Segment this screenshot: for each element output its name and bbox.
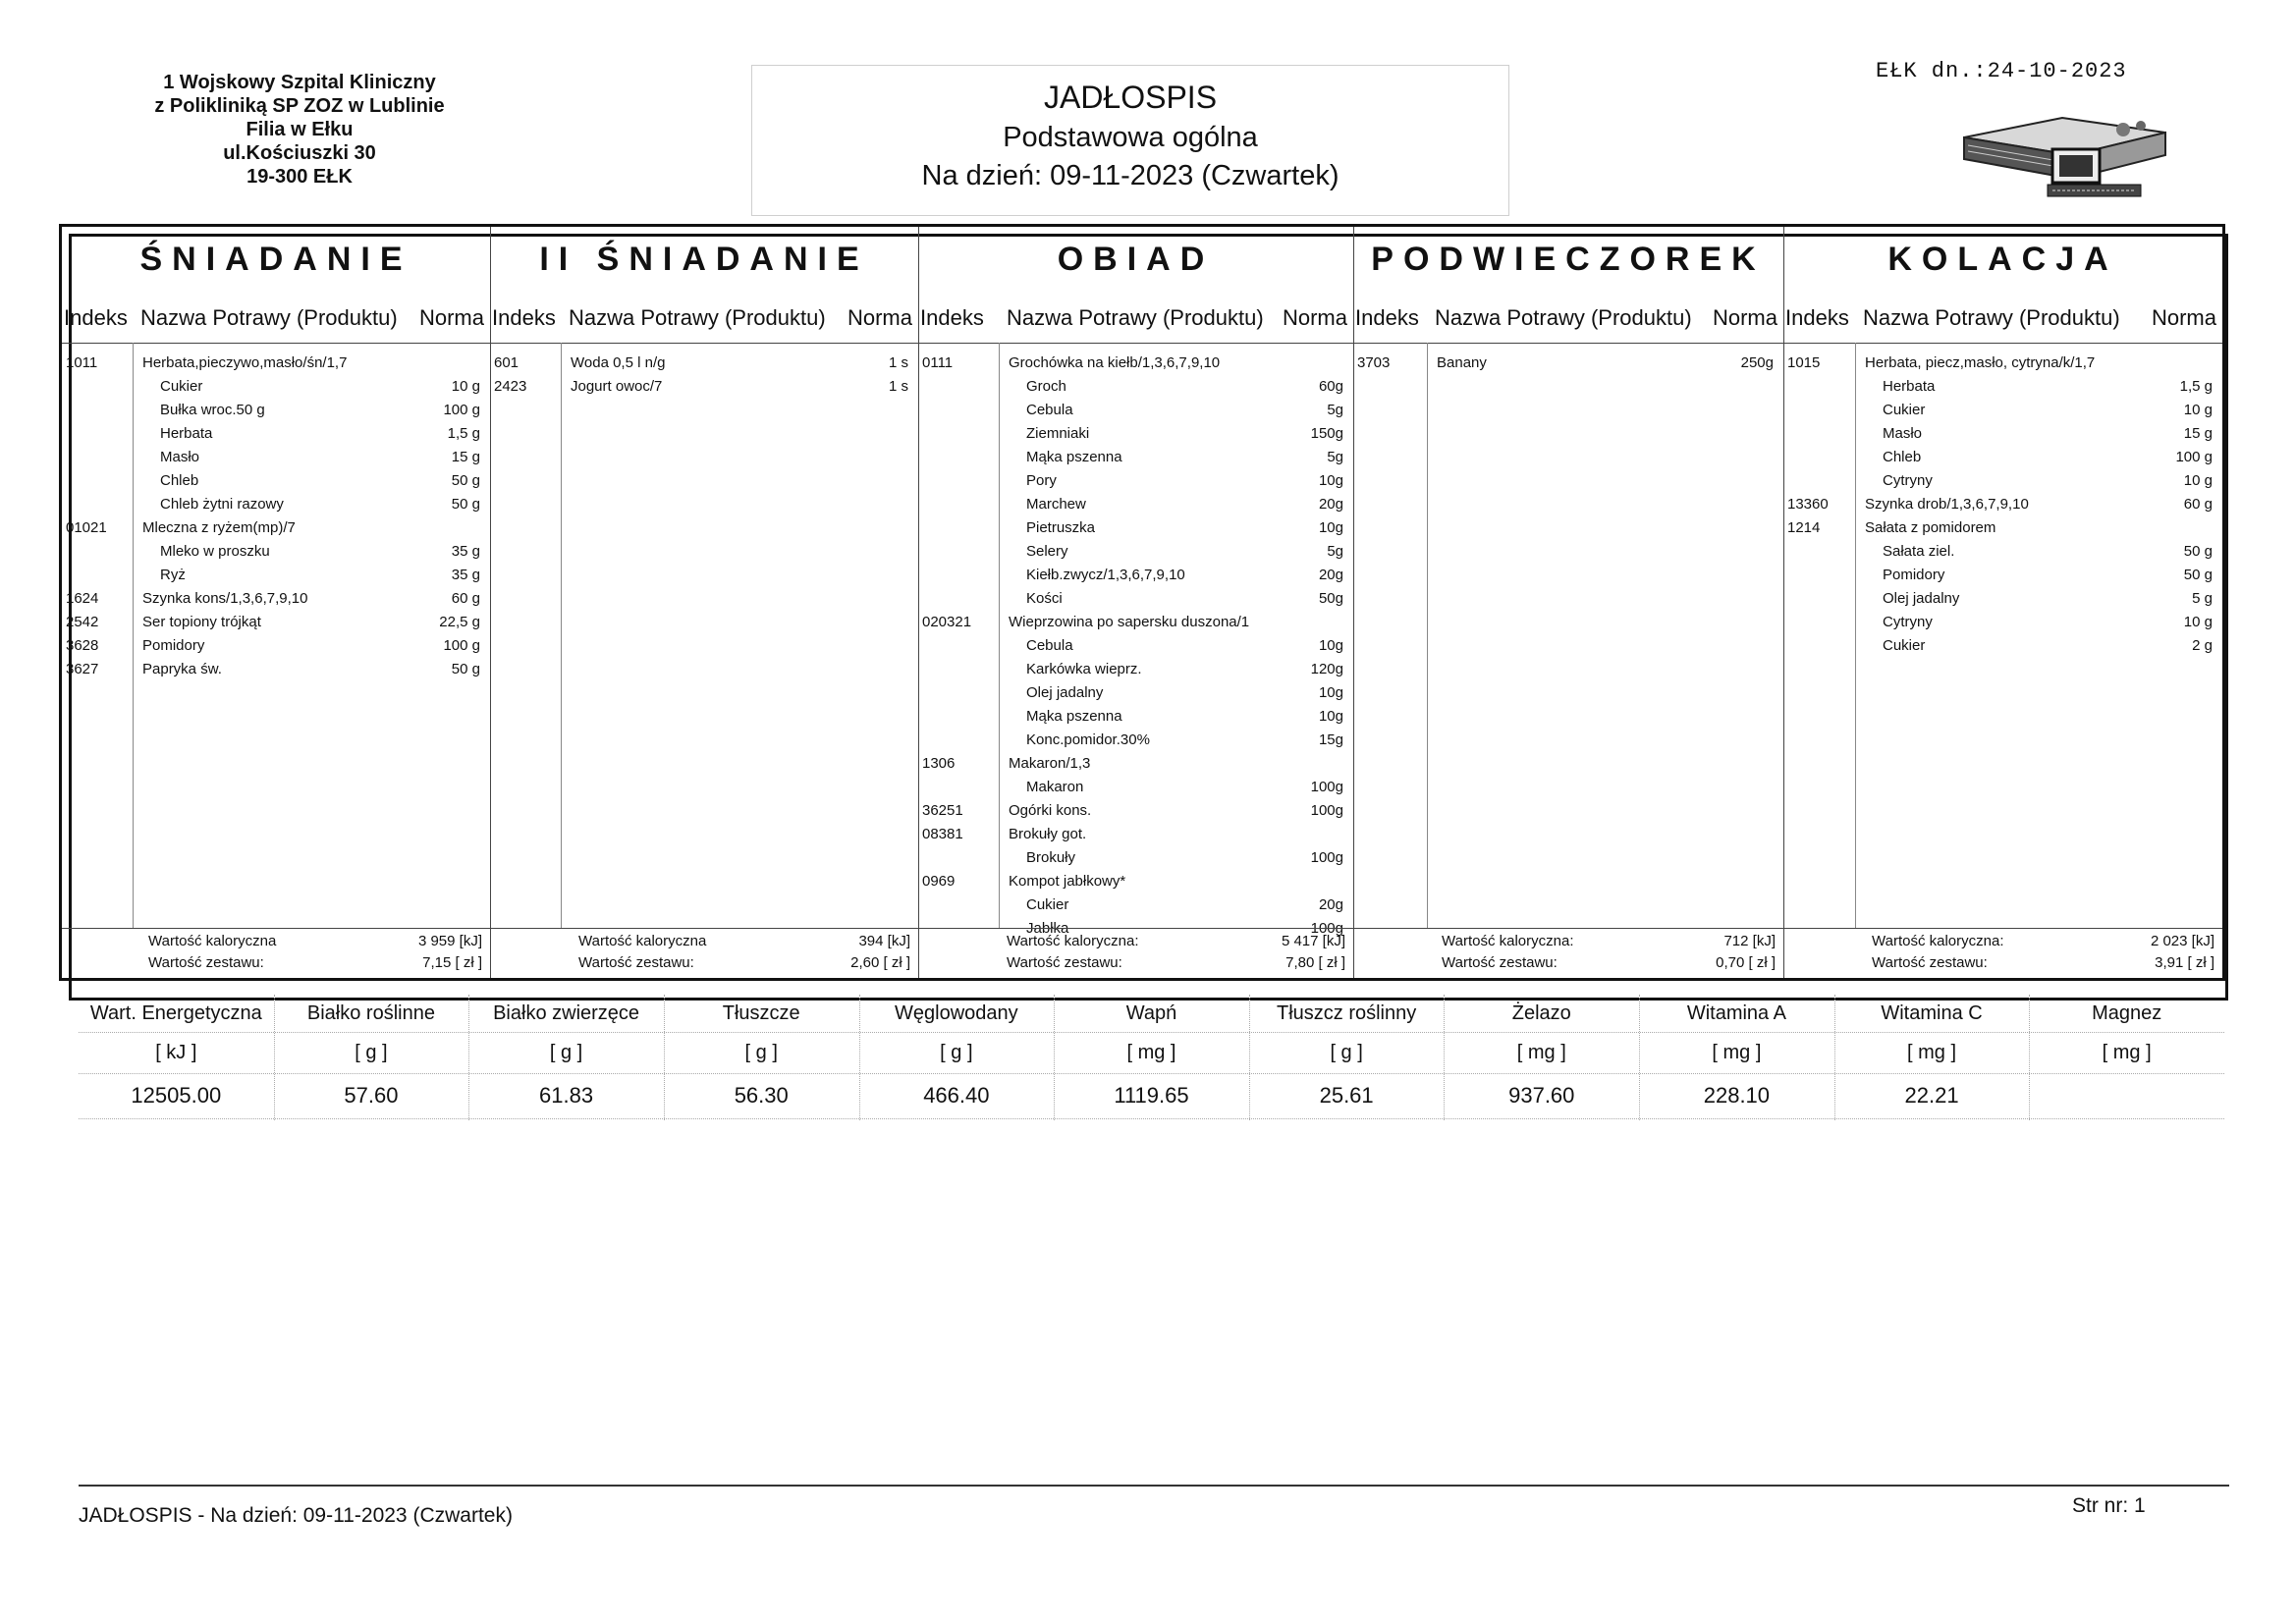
row-index: 601 xyxy=(494,354,519,371)
menu-row xyxy=(922,472,1345,492)
row-index: 020321 xyxy=(922,614,972,630)
menu-row xyxy=(922,708,1345,728)
hospital-address xyxy=(108,71,491,189)
row-name: Mleko w proszku xyxy=(160,543,270,560)
row-name: Pomidory xyxy=(142,637,205,654)
nutrient-name: Witamina C xyxy=(1881,1002,1983,1024)
menu-row xyxy=(1787,519,2214,539)
meal-summary xyxy=(1783,928,2222,978)
nutrient-row-line xyxy=(79,1073,2224,1074)
row-index: 36251 xyxy=(922,802,963,819)
menu-row xyxy=(1787,354,2214,374)
row-norm: 10 g xyxy=(2183,402,2213,418)
row-index: 1306 xyxy=(922,755,956,772)
meal-title: PODWIECZOREK xyxy=(1371,241,1766,278)
calorie-value: 3 959 [kJ] xyxy=(417,933,482,949)
row-norm: 10g xyxy=(1318,708,1343,725)
menu-row xyxy=(66,637,482,657)
menu-row xyxy=(922,378,1345,398)
hospital-line-3: Filia w Ełku xyxy=(246,119,354,140)
row-index: 3628 xyxy=(66,637,99,654)
header-name: Nazwa Potrawy (Produktu) xyxy=(140,305,398,330)
row-name: Cebula xyxy=(1026,402,1073,418)
menu-row xyxy=(1787,425,2214,445)
row-name: Chleb xyxy=(1883,449,1922,465)
row-norm: 100 g xyxy=(2175,449,2213,465)
nutrient-name: Witamina A xyxy=(1686,1002,1786,1024)
row-norm: 1,5 g xyxy=(447,425,480,442)
row-name: Cebula xyxy=(1026,637,1073,654)
row-name: Grochówka na kiełb/1,3,6,7,9,10 xyxy=(1009,354,1221,371)
menu-row xyxy=(922,519,1345,539)
row-norm: 35 g xyxy=(451,567,480,583)
header-norm: Norma xyxy=(847,305,912,330)
cost-label: Wartość zestawu: xyxy=(1872,954,1988,971)
menu-row xyxy=(1787,637,2214,657)
nutrient-unit: [ mg ] xyxy=(1907,1042,1957,1063)
nutrient-unit: [ g ] xyxy=(355,1042,388,1063)
header-norm: Norma xyxy=(1712,305,1777,330)
row-name: Bułka wroc.50 g xyxy=(160,402,265,418)
cost-value: 7,80 [ zł ] xyxy=(1285,954,1345,971)
row-norm: 100g xyxy=(1310,802,1343,819)
menu-row xyxy=(66,567,482,586)
footer-title: JADŁOSPIS - Na dzień: 09-11-2023 (Czwartek) xyxy=(79,1504,513,1527)
row-name: Karkówka wieprz. xyxy=(1026,661,1142,677)
menu-row xyxy=(922,779,1345,798)
row-index: 08381 xyxy=(922,826,963,842)
calorie-label: Wartość kaloryczna xyxy=(578,933,707,949)
row-norm: 20g xyxy=(1318,896,1343,913)
row-name: Jabłka xyxy=(1026,920,1069,937)
menu-row xyxy=(1787,567,2214,586)
page-title: JADŁOSPIS xyxy=(1043,80,1218,115)
row-index: 2423 xyxy=(494,378,527,395)
row-name: Kiełb.zwycz/1,3,6,7,9,10 xyxy=(1026,567,1185,583)
header-name: Nazwa Potrawy (Produktu) xyxy=(569,305,826,330)
row-name: Cytryny xyxy=(1883,472,1933,489)
row-norm: 10 g xyxy=(2183,614,2213,630)
meal-title: ŚNIADANIE xyxy=(139,241,412,278)
row-name: Brokuły got. xyxy=(1009,826,1087,842)
calorie-label: Wartość kaloryczna: xyxy=(1007,933,1139,949)
row-norm: 50 g xyxy=(451,472,480,489)
menu-row xyxy=(66,614,482,633)
row-name: Szynka drob/1,3,6,7,9,10 xyxy=(1865,496,2029,513)
row-name: Groch xyxy=(1026,378,1066,395)
index-divider xyxy=(561,343,562,929)
calorie-value: 394 [kJ] xyxy=(858,933,910,949)
nutrient-unit: [ g ] xyxy=(549,1042,583,1063)
row-norm: 5g xyxy=(1327,543,1343,560)
menu-row xyxy=(1787,449,2214,468)
cost-value: 0,70 [ zł ] xyxy=(1716,954,1776,971)
row-norm: 15 g xyxy=(451,449,480,465)
row-index: 01021 xyxy=(66,519,107,536)
row-norm: 50 g xyxy=(451,661,480,677)
nutrient-unit: [ g ] xyxy=(1330,1042,1363,1063)
menu-row xyxy=(66,519,482,539)
nutrient-name: Wapń xyxy=(1125,1002,1177,1024)
meal-title: OBIAD xyxy=(1057,241,1215,278)
nutrient-name: Tłuszcz roślinny xyxy=(1276,1002,1417,1024)
menu-row xyxy=(66,543,482,563)
row-norm: 35 g xyxy=(451,543,480,560)
meal-summary xyxy=(918,928,1353,978)
row-name: Sałata z pomidorem xyxy=(1865,519,1996,536)
header-norm: Norma xyxy=(2151,305,2216,330)
row-name: Olej jadalny xyxy=(1883,590,1960,607)
row-name: Cukier xyxy=(1026,896,1069,913)
menu-row xyxy=(1787,378,2214,398)
meal-title: II ŚNIADANIE xyxy=(539,241,869,278)
nutrient-value: 61.83 xyxy=(539,1083,594,1108)
row-name: Masło xyxy=(1883,425,1923,442)
row-index: 0111 xyxy=(922,354,954,371)
menu-row xyxy=(1787,472,2214,492)
menu-row xyxy=(922,661,1345,680)
row-name: Makaron/1,3 xyxy=(1009,755,1091,772)
nutrient-unit: [ mg ] xyxy=(1712,1042,1762,1063)
row-index: 3703 xyxy=(1357,354,1391,371)
row-name: Herbata,pieczywo,masło/śn/1,7 xyxy=(142,354,348,371)
row-index: 1214 xyxy=(1787,519,1821,536)
menu-row xyxy=(1787,590,2214,610)
row-name: Chleb żytni razowy xyxy=(160,496,284,513)
row-norm: 50 g xyxy=(2183,567,2213,583)
row-index: 13360 xyxy=(1787,496,1829,513)
row-norm: 15 g xyxy=(2183,425,2213,442)
row-norm: 1 s xyxy=(888,354,908,371)
row-name: Banany xyxy=(1437,354,1487,371)
row-name: Konc.pomidor.30% xyxy=(1026,731,1150,748)
calorie-label: Wartość kaloryczna xyxy=(148,933,277,949)
nutrient-divider xyxy=(274,995,275,1120)
menu-row xyxy=(1357,354,1776,374)
menu-row xyxy=(922,731,1345,751)
row-index: 0969 xyxy=(922,873,956,890)
row-index: 2542 xyxy=(66,614,99,630)
menu-row xyxy=(494,354,910,374)
calorie-label: Wartość kaloryczna: xyxy=(1442,933,1574,949)
row-norm: 2 g xyxy=(2192,637,2213,654)
row-norm: 100 g xyxy=(443,402,480,418)
menu-row xyxy=(66,378,482,398)
row-name: Mąka pszenna xyxy=(1026,449,1122,465)
menu-row xyxy=(1787,543,2214,563)
row-index: 1011 xyxy=(66,354,98,371)
menu-row xyxy=(922,567,1345,586)
nutrient-unit: [ mg ] xyxy=(1126,1042,1176,1063)
row-norm: 10 g xyxy=(451,378,480,395)
menu-row xyxy=(1787,402,2214,421)
meal-column xyxy=(62,227,491,978)
row-index: 3627 xyxy=(66,661,99,677)
row-norm: 5g xyxy=(1327,449,1343,465)
nutrient-name: Węglowodany xyxy=(895,1002,1018,1024)
nutrient-value: 228.10 xyxy=(1703,1083,1771,1108)
menu-row xyxy=(922,354,1345,374)
index-divider xyxy=(1427,343,1428,929)
header-index: Indeks xyxy=(1785,305,1849,330)
nutrient-unit: [ kJ ] xyxy=(155,1042,197,1063)
header-norm: Norma xyxy=(1282,305,1347,330)
menu-row xyxy=(66,496,482,515)
row-norm: 120g xyxy=(1310,661,1343,677)
nutrient-divider xyxy=(859,995,860,1120)
row-norm: 10g xyxy=(1318,472,1343,489)
row-norm: 50g xyxy=(1318,590,1343,607)
nutrient-unit: [ g ] xyxy=(744,1042,778,1063)
menu-row xyxy=(1787,614,2214,633)
row-norm: 5 g xyxy=(2192,590,2213,607)
row-name: Olej jadalny xyxy=(1026,684,1104,701)
nutrient-divider xyxy=(1834,995,1835,1120)
meal-column xyxy=(1353,227,1784,978)
row-name: Pomidory xyxy=(1883,567,1945,583)
nutrient-row-line xyxy=(79,1118,2224,1119)
row-norm: 5g xyxy=(1327,402,1343,418)
row-name: Masło xyxy=(160,449,200,465)
menu-row xyxy=(922,755,1345,775)
row-name: Ogórki kons. xyxy=(1009,802,1092,819)
nutrient-name: Białko zwierzęce xyxy=(493,1002,640,1024)
nutrient-unit: [ mg ] xyxy=(1516,1042,1566,1063)
row-name: Pory xyxy=(1026,472,1057,489)
row-name: Woda 0,5 l n/g xyxy=(571,354,666,371)
menu-date: Na dzień: 09-11-2023 (Czwartek) xyxy=(921,160,1339,191)
cost-value: 2,60 [ zł ] xyxy=(850,954,910,971)
nutrient-name: Wart. Energetyczna xyxy=(89,1002,262,1024)
menu-row xyxy=(922,896,1345,916)
row-name: Sałata ziel. xyxy=(1883,543,1955,560)
page-number: Str nr: 1 xyxy=(2072,1494,2146,1517)
row-norm: 10g xyxy=(1318,519,1343,536)
row-name: Marchew xyxy=(1026,496,1086,513)
nutrient-value: 57.60 xyxy=(344,1083,399,1108)
nutrient-divider xyxy=(1249,995,1250,1120)
menu-row xyxy=(922,637,1345,657)
header-index: Indeks xyxy=(920,305,984,330)
nutrient-value: 1119.65 xyxy=(1114,1083,1189,1108)
nutrient-value: 466.40 xyxy=(923,1083,990,1108)
nutrient-name: Białko roślinne xyxy=(306,1002,435,1024)
menu-row xyxy=(922,590,1345,610)
row-norm: 100g xyxy=(1310,920,1343,937)
row-norm: 10g xyxy=(1318,637,1343,654)
row-norm: 10g xyxy=(1318,684,1343,701)
row-name: Chleb xyxy=(160,472,199,489)
row-norm: 60g xyxy=(1318,378,1343,395)
menu-row xyxy=(922,496,1345,515)
row-norm: 60 g xyxy=(2183,496,2213,513)
cost-value: 7,15 [ zł ] xyxy=(422,954,482,971)
row-name: Brokuły xyxy=(1026,849,1076,866)
nutrient-value: 12505.00 xyxy=(131,1083,222,1108)
header-name: Nazwa Potrawy (Produktu) xyxy=(1863,305,2120,330)
calorie-value: 712 [kJ] xyxy=(1723,933,1776,949)
nutrient-divider xyxy=(1444,995,1445,1120)
hospital-line-1: 1 Wojskowy Szpital Kliniczny xyxy=(163,72,436,93)
nutrient-divider xyxy=(2029,995,2030,1120)
nutrient-name: Magnez xyxy=(2092,1002,2162,1024)
row-norm: 100g xyxy=(1310,849,1343,866)
menu-row xyxy=(922,873,1345,893)
row-name: Cytryny xyxy=(1883,614,1933,630)
meal-title: KOLACJA xyxy=(1887,241,2118,278)
row-norm: 1,5 g xyxy=(2179,378,2213,395)
date-stamp: EŁK dn.:24-10-2023 xyxy=(1876,59,2127,83)
cost-label: Wartość zestawu: xyxy=(148,954,264,971)
menu-row xyxy=(922,614,1345,633)
row-index: 1015 xyxy=(1787,354,1821,371)
row-name: Cukier xyxy=(1883,637,1926,654)
meal-column xyxy=(1783,227,2222,978)
cost-label: Wartość zestawu: xyxy=(578,954,694,971)
menu-row xyxy=(66,472,482,492)
header-index: Indeks xyxy=(492,305,556,330)
book-computer-icon xyxy=(1954,108,2170,206)
meal-summary xyxy=(1353,928,1783,978)
calorie-value: 5 417 [kJ] xyxy=(1281,933,1345,949)
row-norm: 20g xyxy=(1318,496,1343,513)
row-name: Ryż xyxy=(160,567,186,583)
row-name: Pietruszka xyxy=(1026,519,1096,536)
row-norm: 150g xyxy=(1310,425,1343,442)
cost-label: Wartość zestawu: xyxy=(1442,954,1558,971)
cost-label: Wartość zestawu: xyxy=(1007,954,1122,971)
menu-row xyxy=(66,661,482,680)
row-index: 1624 xyxy=(66,590,99,607)
meal-column xyxy=(490,227,919,978)
menu-row xyxy=(922,543,1345,563)
row-name: Ziemniaki xyxy=(1026,425,1090,442)
row-norm: 1 s xyxy=(888,378,908,395)
hospital-line-5: 19-300 EŁK xyxy=(246,166,353,188)
row-norm: 250g xyxy=(1740,354,1774,371)
row-name: Makaron xyxy=(1026,779,1084,795)
nutrient-value: 56.30 xyxy=(734,1083,789,1108)
meal-summary xyxy=(490,928,918,978)
menu-row xyxy=(922,849,1345,869)
row-name: Szynka kons/1,3,6,7,9,10 xyxy=(142,590,308,607)
menu-row xyxy=(1787,496,2214,515)
menu-row xyxy=(922,425,1345,445)
hospital-line-4: ul.Kościuszki 30 xyxy=(223,142,376,164)
menu-row xyxy=(66,425,482,445)
row-norm: 50 g xyxy=(2183,543,2213,560)
nutrient-name: Tłuszcze xyxy=(722,1002,800,1024)
row-name: Herbata xyxy=(1883,378,1936,395)
calorie-value: 2 023 [kJ] xyxy=(2150,933,2214,949)
hospital-line-2: z Polikliniką SP ZOZ w Lublinie xyxy=(154,95,445,117)
nutrient-divider xyxy=(1054,995,1055,1120)
row-name: Kompot jabłkowy* xyxy=(1009,873,1126,890)
row-norm: 15g xyxy=(1318,731,1343,748)
row-name: Cukier xyxy=(160,378,203,395)
diet-name: Podstawowa ogólna xyxy=(1003,122,1258,153)
nutrients-table xyxy=(79,995,2224,1120)
row-name: Mleczna z ryżem(mp)/7 xyxy=(142,519,296,536)
nutrient-value: 937.60 xyxy=(1508,1083,1575,1108)
cost-value: 3,91 [ zł ] xyxy=(2155,954,2214,971)
row-name: Herbata, piecz,masło, cytryna/k/1,7 xyxy=(1865,354,2096,371)
nutrient-divider xyxy=(664,995,665,1120)
nutrient-divider xyxy=(468,995,469,1120)
menu-row xyxy=(494,378,910,398)
menu-row xyxy=(922,402,1345,421)
row-name: Ser topiony trójkąt xyxy=(142,614,261,630)
nutrient-unit: [ g ] xyxy=(940,1042,973,1063)
menu-row xyxy=(922,449,1345,468)
row-name: Selery xyxy=(1026,543,1068,560)
row-name: Mąka pszenna xyxy=(1026,708,1122,725)
row-norm: 100 g xyxy=(443,637,480,654)
row-name: Wieprzowina po sapersku duszona/1 xyxy=(1009,614,1250,630)
footer-line xyxy=(79,1485,2229,1487)
nutrient-unit: [ mg ] xyxy=(2102,1042,2152,1063)
header-name: Nazwa Potrawy (Produktu) xyxy=(1007,305,1264,330)
meal-column xyxy=(918,227,1354,978)
menu-row xyxy=(66,590,482,610)
nutrient-divider xyxy=(1639,995,1640,1120)
menu-row xyxy=(922,802,1345,822)
row-norm: 100g xyxy=(1310,779,1343,795)
menu-row xyxy=(66,402,482,421)
row-norm: 20g xyxy=(1318,567,1343,583)
nutrient-value: 25.61 xyxy=(1319,1083,1374,1108)
menu-row xyxy=(66,354,482,374)
row-name: Jogurt owoc/7 xyxy=(571,378,663,395)
menu-row xyxy=(66,449,482,468)
header-norm: Norma xyxy=(418,305,484,330)
nutrient-value: 22.21 xyxy=(1904,1083,1959,1108)
row-name: Papryka św. xyxy=(142,661,222,677)
title-box xyxy=(751,65,1509,216)
calorie-label: Wartość kaloryczna: xyxy=(1872,933,2004,949)
row-name: Kości xyxy=(1026,590,1063,607)
meal-summary xyxy=(62,928,490,978)
header-index: Indeks xyxy=(64,305,128,330)
row-name: Herbata xyxy=(160,425,213,442)
row-norm: 60 g xyxy=(451,590,480,607)
nutrient-name: Żelazo xyxy=(1511,1002,1571,1024)
menu-row xyxy=(922,826,1345,845)
header-name: Nazwa Potrawy (Produktu) xyxy=(1435,305,1692,330)
menu-row xyxy=(922,684,1345,704)
row-norm: 10 g xyxy=(2183,472,2213,489)
menu-table xyxy=(59,224,2225,981)
row-norm: 22,5 g xyxy=(439,614,480,630)
row-name: Cukier xyxy=(1883,402,1926,418)
nutrient-row-line xyxy=(79,1032,2224,1033)
header-index: Indeks xyxy=(1355,305,1419,330)
row-norm: 50 g xyxy=(451,496,480,513)
